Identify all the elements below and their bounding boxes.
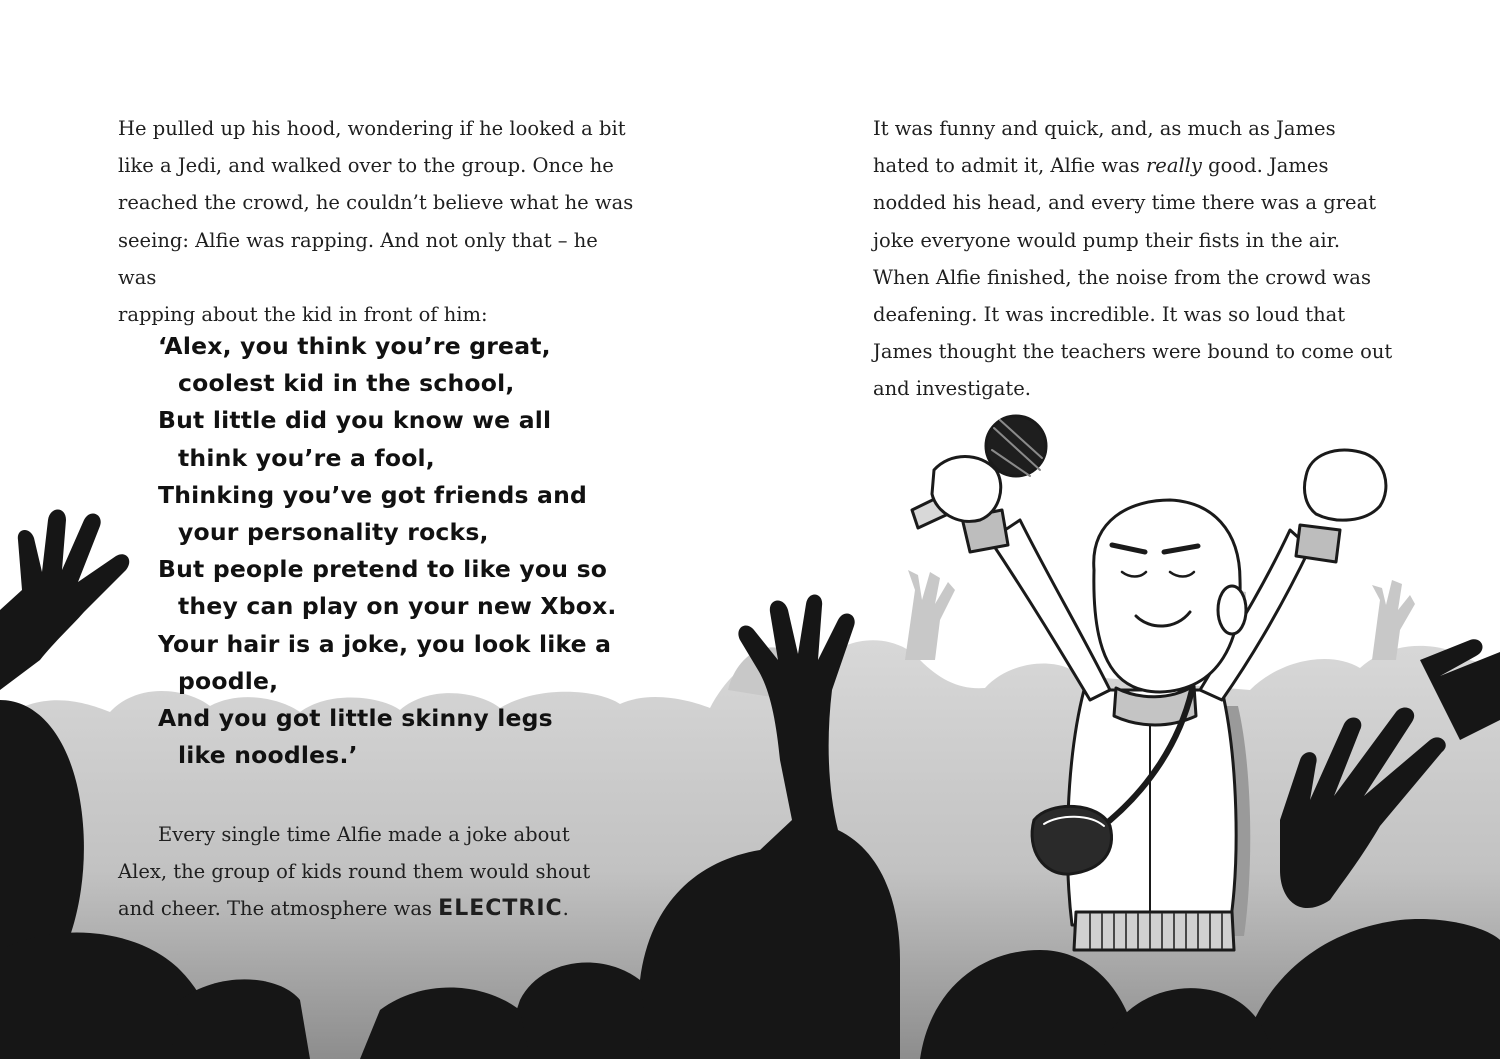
right-paragraph xyxy=(873,110,1393,408)
rap-line: Thinking you’ve got friends and xyxy=(158,480,588,509)
rap-line: But little did you know we all xyxy=(158,406,552,435)
text-line: deafening. It was incredible. It was so loud that xyxy=(873,303,1346,327)
text-line: James thought the teachers were bound to come out xyxy=(873,340,1393,364)
text-line: It was funny and quick, and, as much as James xyxy=(873,117,1336,140)
text-line: nodded his head, and every time there was a great xyxy=(873,191,1377,215)
text-line: joke everyone would pump their fists in the air. xyxy=(873,228,1341,252)
text-line: rapping about the kid in front of him: xyxy=(118,303,488,327)
rap-line: your personality rocks, xyxy=(178,518,489,547)
text-line: Alex, the group of kids round them would shout xyxy=(118,860,591,884)
text-line: Every single time Alfie made a joke about xyxy=(158,823,570,846)
rap-line: And you got little skinny legs xyxy=(158,704,553,733)
rap-line: Your hair is a joke, you look like a xyxy=(158,629,612,658)
emphasis-really: really xyxy=(1145,154,1202,178)
text-line: hated to admit it, Alfie was xyxy=(873,154,1146,178)
rap-line: they can play on your new Xbox. xyxy=(178,592,617,621)
rap-line: think you’re a fool, xyxy=(178,443,435,472)
text-line: and investigate. xyxy=(873,377,1031,401)
rap-line: like noodles.’ xyxy=(178,741,358,770)
text-line: and cheer. The atmosphere was xyxy=(118,897,439,921)
electric-emphasis: ELECTRIC xyxy=(438,896,563,922)
rap-line: coolest kid in the school, xyxy=(178,369,515,398)
text-line: good. James xyxy=(1201,154,1329,178)
left-intro-paragraph xyxy=(118,110,638,333)
rap-line: But people pretend to like you so xyxy=(158,555,608,584)
rap-verse xyxy=(158,328,628,774)
rap-line: ‘Alex, you think you’re great, xyxy=(158,332,551,360)
text-line-end: . xyxy=(562,897,569,921)
text-line: like a Jedi, and walked over to the group. Once he xyxy=(118,154,614,178)
left-outro-paragraph xyxy=(118,816,608,928)
text-line: When Alfie finished, the noise from the crowd was xyxy=(873,265,1371,289)
text-line: He pulled up his hood, wondering if he looked a bit xyxy=(118,117,626,140)
text-line: reached the crowd, he couldn’t believe what he was xyxy=(118,191,634,215)
rap-line: poodle, xyxy=(178,666,279,695)
text-line: seeing: Alfie was rapping. And not only that – he was xyxy=(118,228,598,289)
